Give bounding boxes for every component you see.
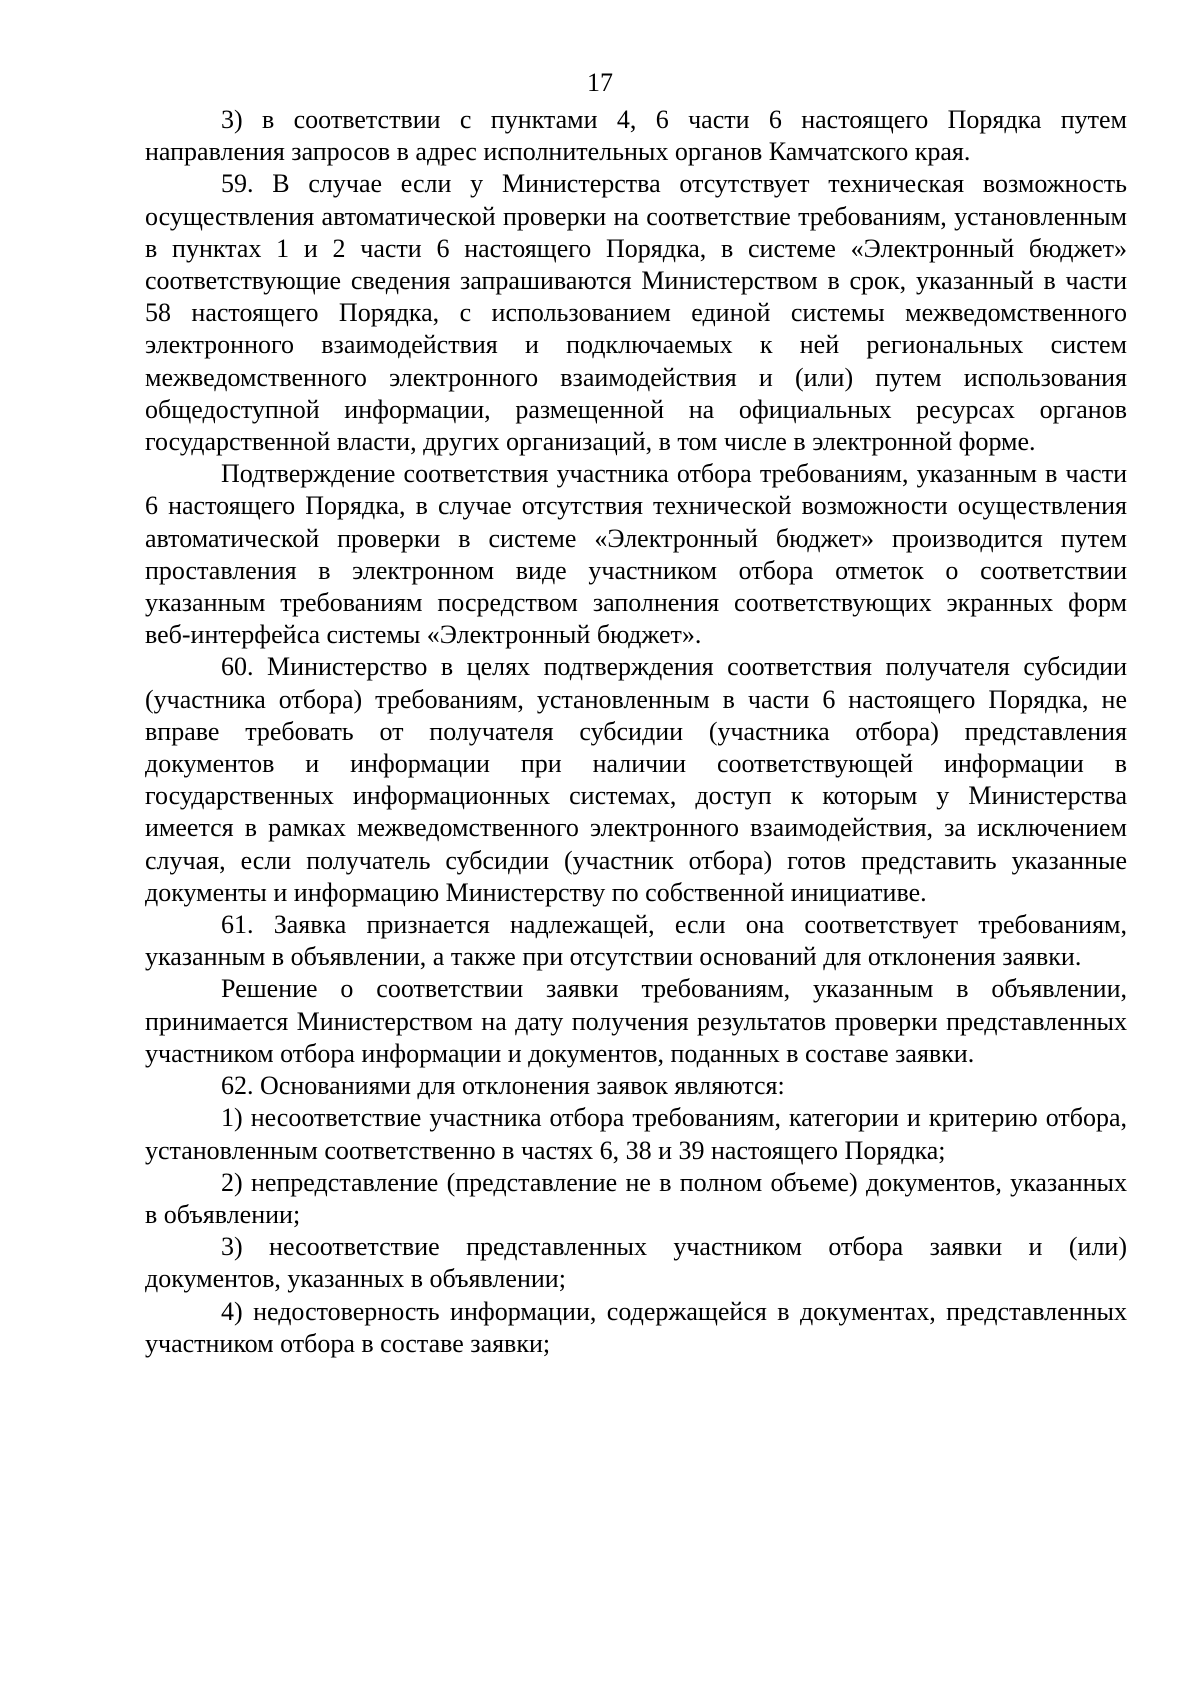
paragraph-59-confirmation: Подтверждение соответствия участника отбора требованиям, указанным в части 6 настоящего Порядка, в случае отсутствия технической возможности осуществления автоматической проверки в системе «Электронный бюджет» производится путем проставления в электронном виде участником отбора отметок о соответствии указанным требованиям посредством заполнения соответствующих экранных форм веб-интерфейса системы «Электронный бюджет».: [145, 459, 1127, 650]
page-number: 17: [587, 68, 613, 97]
paragraph-62-item-4: 4) недостоверность информации, содержащейся в документах, представленных участником отбора в составе заявки;: [145, 1296, 1127, 1358]
paragraph-61-decision: Решение о соответствии заявки требованиям, указанным в объявлении, принимается Министерством на дату получения результатов проверки представленных участником отбора информации и документов, поданных в составе заявки.: [145, 974, 1127, 1068]
paragraph-62-item-2: 2) непредставление (представление не в полном объеме) документов, указанных в объявлении;: [145, 1167, 1127, 1229]
paragraph-58-item-3: 3) в соответствии с пунктами 4, 6 части 6 настоящего Порядка путем направления запросов в адрес исполнительных органов Камчатского края.: [145, 105, 1127, 167]
paragraph-60: 60. Министерство в целях подтверждения соответствия получателя субсидии (участника отбора) требованиям, установленным в части 6 настоящего Порядка, не вправе требовать от получателя субсидии (участника отбора) представления документов и информации при наличии соответствующей информации в государственных информационных системах, доступ к которым у Министерства имеется в рамках межведомственного электронного взаимодействия, за исключением случая, если получатель субсидии (участник отбора) готов представить указанные документы и информацию Министерству по собственной инициативе.: [145, 652, 1127, 907]
document-body: [145, 104, 1127, 1360]
paragraph-62: 62. Основаниями для отклонения заявок являются:: [221, 1071, 785, 1101]
paragraph-61: 61. Заявка признается надлежащей, если она соответствует требованиям, указанным в объявлении, а также при отсутствии оснований для отклонения заявки.: [145, 910, 1127, 972]
paragraph-59: 59. В случае если у Министерства отсутствует техническая возможность осуществления автоматической проверки на соответствие требованиям, установленным в пунктах 1 и 2 части 6 настоящего Порядка, в системе «Электронный бюджет» соответствующие сведения запрашиваются Министерством в срок, указанный в части 58 настоящего Порядка, с использованием единой системы межведомственного электронного взаимодействия и подключаемых к ней региональных систем межведомственного электронного взаимодействия и (или) путем использования общедоступной информации, размещенной на официальных ресурсах органов государственной власти, других организаций, в том числе в электронной форме.: [145, 169, 1127, 457]
paragraph-62-item-1: 1) несоответствие участника отбора требованиям, категории и критерию отбора, установленным соответственно в частях 6, 38 и 39 настоящего Порядка;: [145, 1103, 1127, 1165]
paragraph-62-item-3: 3) несоответствие представленных участником отбора заявки и (или) документов, указанных в объявлении;: [145, 1232, 1127, 1294]
